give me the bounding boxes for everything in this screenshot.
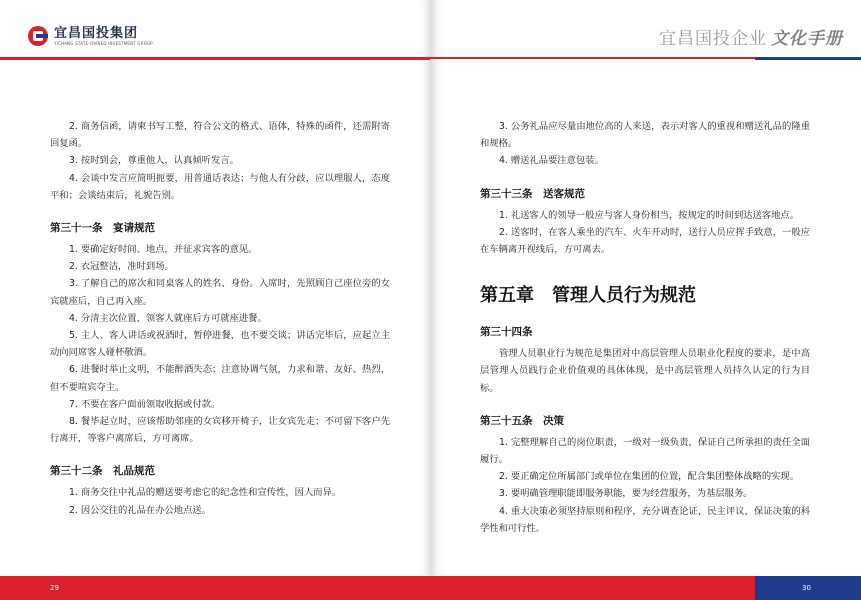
manual-title-text: 宜昌国投企业 <box>659 29 767 49</box>
article-heading: 第三十二条 礼品规范 <box>50 465 155 478</box>
footer-bar-red <box>430 576 755 600</box>
paragraph: 2. 商务信函，请柬书写工整，符合公文的格式、语体，特殊的函件，还需附寄回复函。 <box>50 121 390 150</box>
page-number-left: 29 <box>50 584 59 592</box>
logo-name-cn: 宜昌国投集团 <box>54 25 139 41</box>
paragraph: 1. 完整理解自己的岗位职责，一级对一级负责，保证自己所承担的责任全面履行。 <box>480 436 810 466</box>
footer-bar <box>0 576 430 600</box>
paragraph: 4. 赠送礼品要注意包装。 <box>499 155 604 167</box>
paragraph: 3. 了解自己的席次和同桌客人的姓名、身份。入席时，先照顾自己座位旁的女宾就座后，自己再入座。 <box>50 278 390 307</box>
paragraph: 管理人员职业行为规范是集团对中高层管理人员职业化程度的要求，是中高层管理人员践行企业价值观的具体体现，是中高层管理人员持久认定的行为目标。 <box>480 348 810 394</box>
right-page-text <box>480 118 810 537</box>
article-heading: 第三十五条 决策 <box>480 414 564 427</box>
paragraph: 2. 要正确定位所属部门或单位在集团的位置，配合集团整体战略的实现。 <box>499 471 800 483</box>
paragraph: 3. 公务礼品应尽量由地位高的人来送，表示对客人的重视和赠送礼品的隆重和规格。 <box>480 121 810 150</box>
page-number-right: 30 <box>802 584 811 592</box>
manual-title <box>659 24 843 49</box>
right-page <box>430 0 861 600</box>
paragraph: 4. 分清主次位置，领客人就座后方可就座进餐。 <box>69 312 267 324</box>
paragraph: 2. 因公交往的礼品在办公地点送。 <box>69 504 211 516</box>
logo-mark-icon <box>28 26 48 46</box>
paragraph: 4. 会谈中发言应简明扼要，用普通话表达；与他人有分歧，应以理服人，态度平和；会谈结束后，礼貌告别。 <box>50 172 390 201</box>
left-page-text <box>50 118 390 519</box>
header-rule-blue <box>755 57 861 60</box>
paragraph: 5. 主人、客人讲话或祝酒时，暂停进餐，也不要交谈；讲话完毕后，应起立主动向同席客人碰杯敬酒。 <box>50 330 390 359</box>
left-page <box>0 0 430 600</box>
manual-title-script: 文化手册 <box>771 29 843 49</box>
paragraph: 1. 要确定好时间、地点，并征求宾客的意见。 <box>69 244 258 256</box>
paragraph: 3. 要明确管理职能即服务职能，要为经营服务，为基层服务。 <box>499 488 753 500</box>
header-rule-red <box>430 57 755 59</box>
paragraph: 8. 餐毕起立时，应该帮助邻座的女宾移开椅子，让女宾先走；不可留下客户先行离开，等客户离席后，方可离席。 <box>50 416 390 445</box>
paragraph: 1. 商务交往中礼品的赠送要考虑它的纪念性和宣传性，因人而异。 <box>69 487 342 499</box>
company-logo <box>28 26 153 46</box>
paragraph: 3. 按时到会，尊重他人，认真倾听发言。 <box>69 155 239 167</box>
header-rule <box>0 57 430 60</box>
article-heading: 第三十四条 <box>480 326 533 339</box>
paragraph: 7. 不要在客户面前领取收据或付款。 <box>69 398 221 410</box>
logo-name-en: YICHANG STATE-OWNED INVESTMENT GROUP <box>54 40 153 46</box>
paragraph: 2. 送客时，在客人乘坐的汽车、火车开动时，送行人员应挥手致意，一般应在车辆离开视线后，方可离去。 <box>480 226 810 256</box>
article-heading: 第三十三条 送客规范 <box>480 187 585 200</box>
article-heading: 第三十一条 宴请规范 <box>50 222 155 235</box>
paragraph: 1. 礼送客人的领导一般应与客人身份相当，按规定的时间到达送客地点。 <box>499 209 800 221</box>
paragraph: 2. 衣冠整洁，准时到场。 <box>69 261 174 273</box>
paragraph: 4. 重大决策必须坚持原则和程序，充分调查论证，民主评议，保证决策的科学性和可行性。 <box>480 505 810 534</box>
chapter-heading: 第五章 管理人员行为规范 <box>480 285 696 307</box>
paragraph: 6. 进餐时举止文明，不能醉酒失态；注意协调气氛，力求和谐、友好、热烈，但不要喧宾夺主。 <box>50 364 390 393</box>
